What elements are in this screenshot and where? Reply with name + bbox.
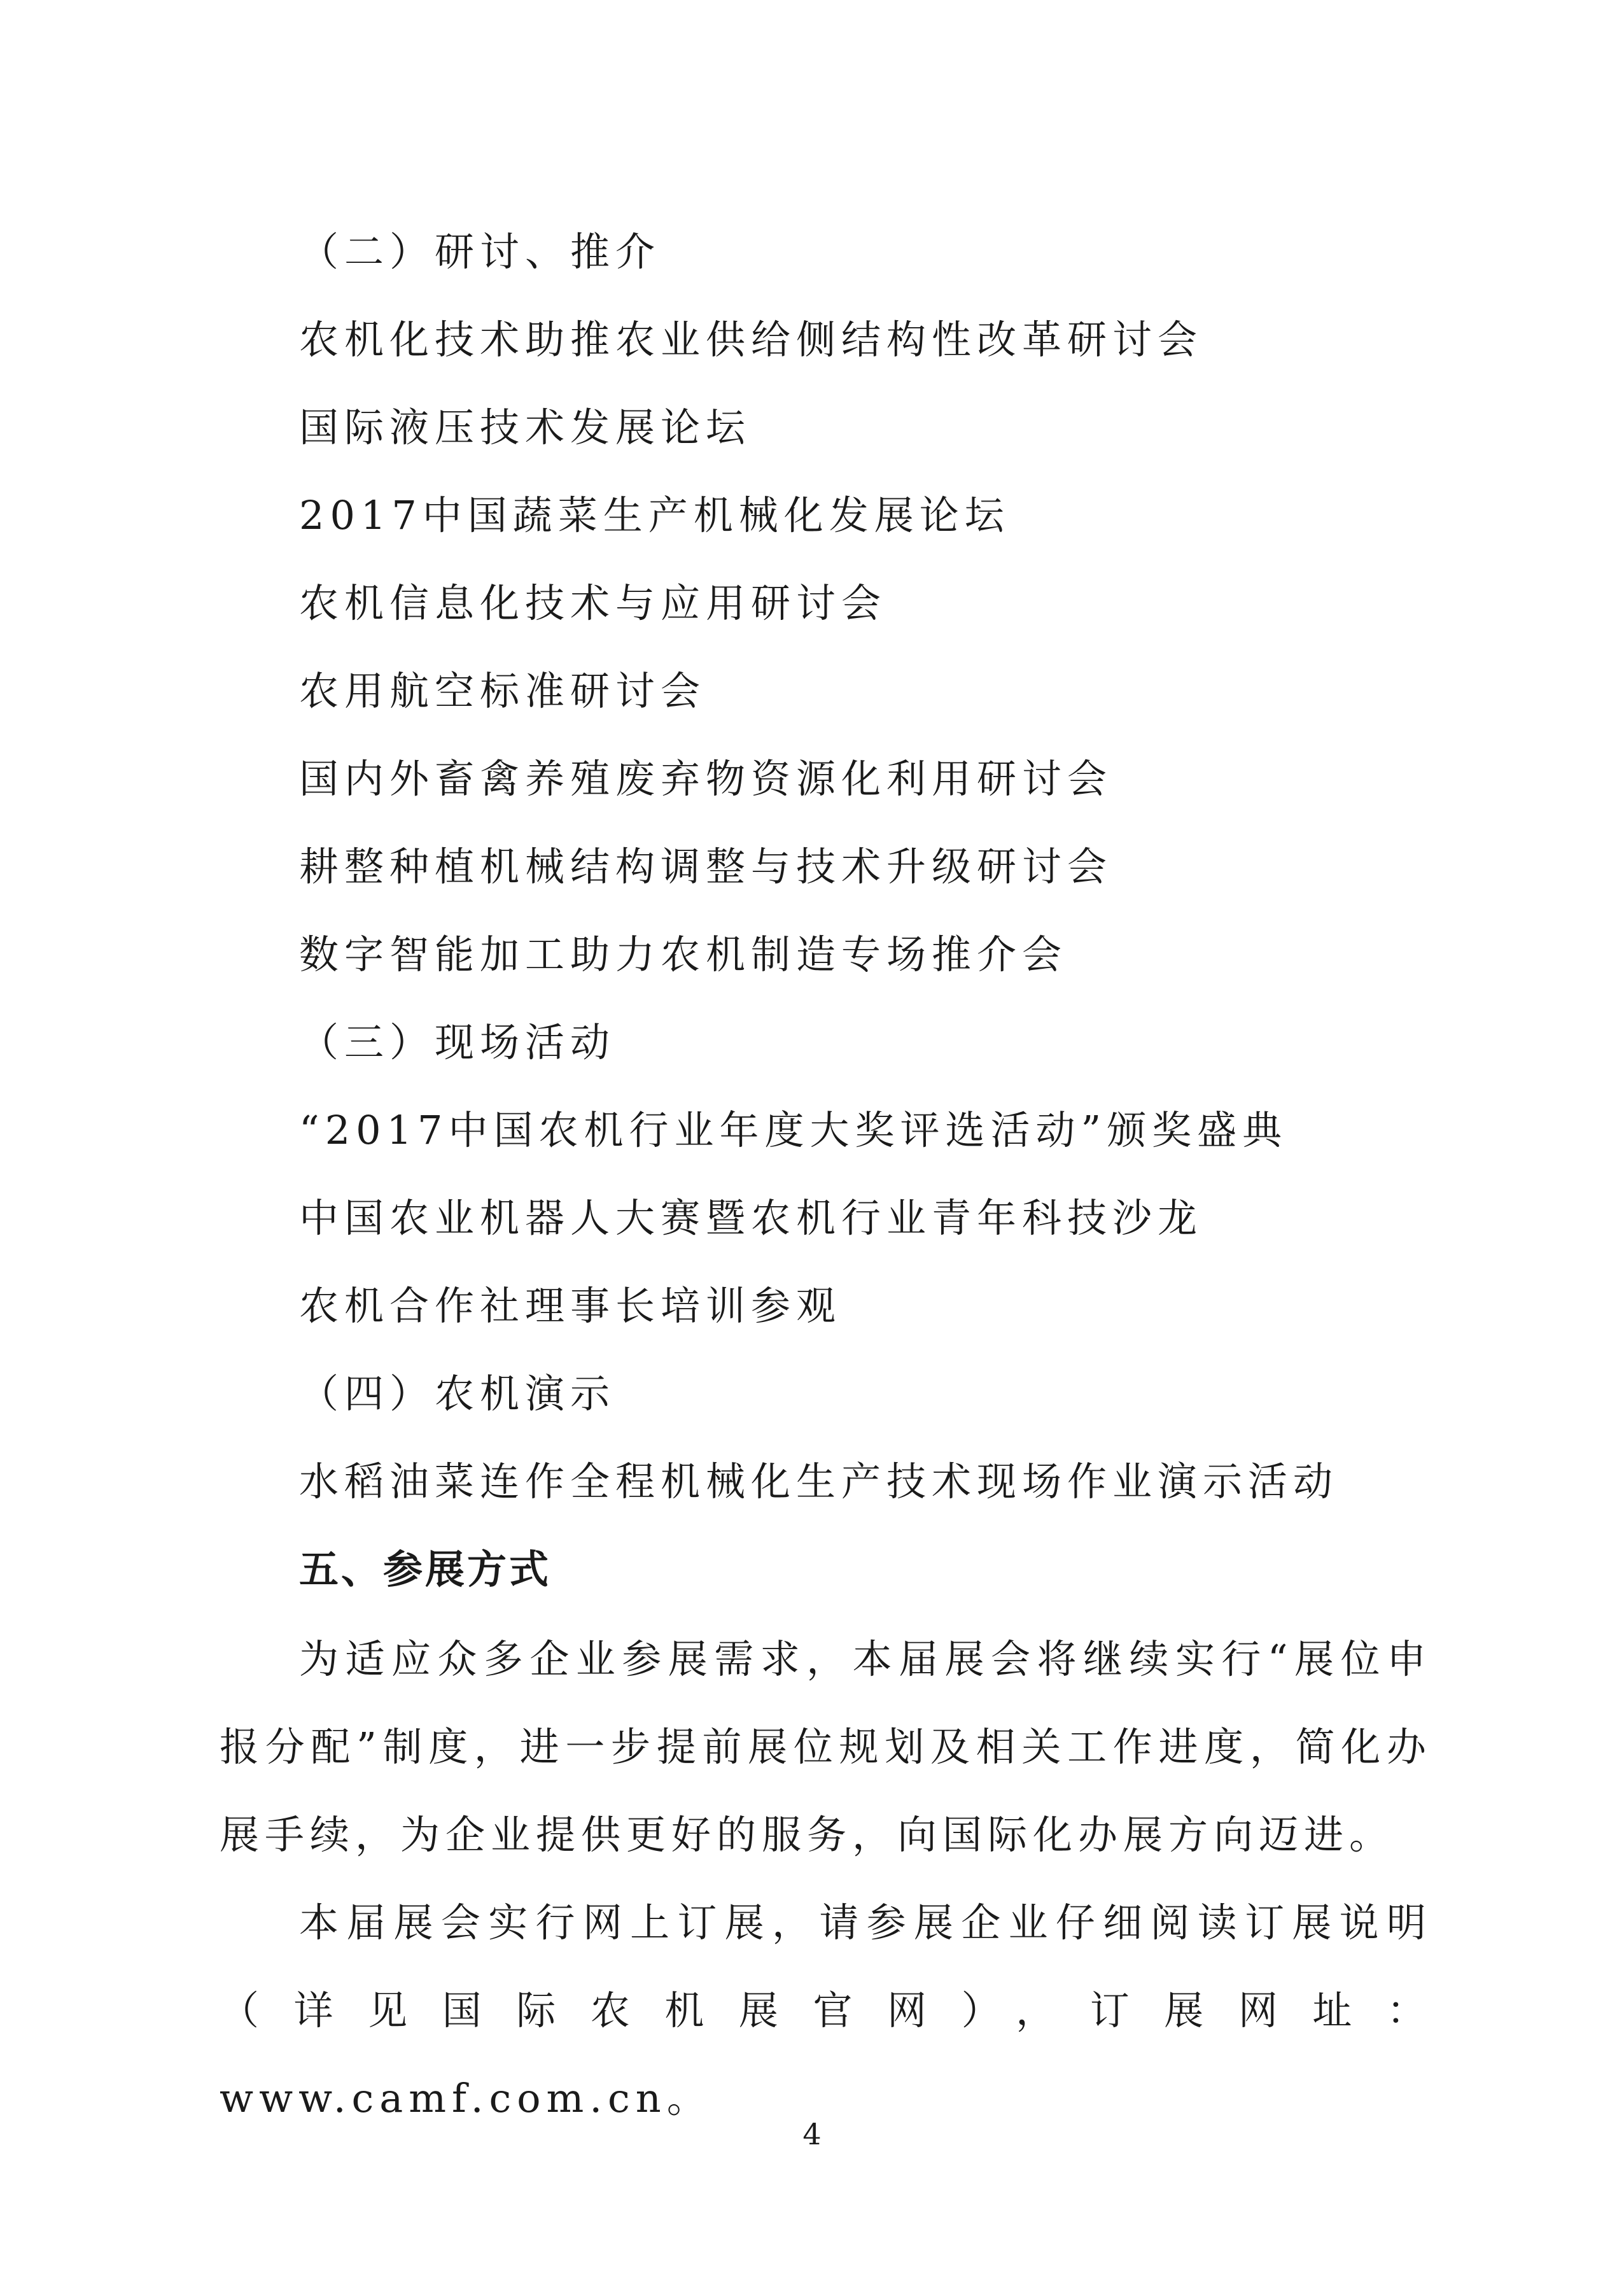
part-heading: 五、参展方式 bbox=[299, 1546, 552, 1592]
page-number: 4 bbox=[802, 2117, 822, 2151]
list-item: 农机化技术助推农业供给侧结构性改革研讨会 bbox=[299, 316, 1203, 363]
body-paragraph: 为适应众多企业参展需求，本届展会将继续实行“展位申报分配”制度，进一步提前展位规划及相关工作进度，简化办展手续，为企业提供更好的服务，向国际化办展方向迈进。 bbox=[220, 1636, 1432, 1858]
list-item: 数字智能加工助力农机制造专场推介会 bbox=[299, 931, 1068, 978]
list-item: 2017中国蔬菜生产机械化发展论坛 bbox=[299, 492, 1010, 538]
list-item: 中国农业机器人大赛暨农机行业青年科技沙龙 bbox=[299, 1195, 1203, 1241]
list-item: 农机合作社理事长培训参观 bbox=[299, 1283, 842, 1329]
list-item: 国内外畜禽养殖废弃物资源化利用研讨会 bbox=[299, 756, 1113, 802]
section-heading-demo: （四）农机演示 bbox=[299, 1370, 616, 1417]
list-item: 农用航空标准研讨会 bbox=[299, 668, 706, 714]
list-item: 耕整种植机械结构调整与技术升级研讨会 bbox=[299, 843, 1113, 890]
section-heading-onsite: （三）现场活动 bbox=[299, 1019, 616, 1065]
list-item: 水稻油菜连作全程机械化生产技术现场作业演示活动 bbox=[299, 1458, 1339, 1505]
body-paragraph: 本届展会实行网上订展，请参展企业仔细阅读订展说明（详见国际农机展官网），订展网址：www.camf.com.cn。 bbox=[220, 1899, 1432, 2121]
list-item: “2017中国农机行业年度大奖评选活动”颁奖盛典 bbox=[299, 1107, 1288, 1153]
list-item: 国际液压技术发展论坛 bbox=[299, 404, 752, 451]
section-heading-research: （二）研讨、推介 bbox=[299, 229, 661, 275]
list-item: 农机信息化技术与应用研讨会 bbox=[299, 580, 887, 626]
